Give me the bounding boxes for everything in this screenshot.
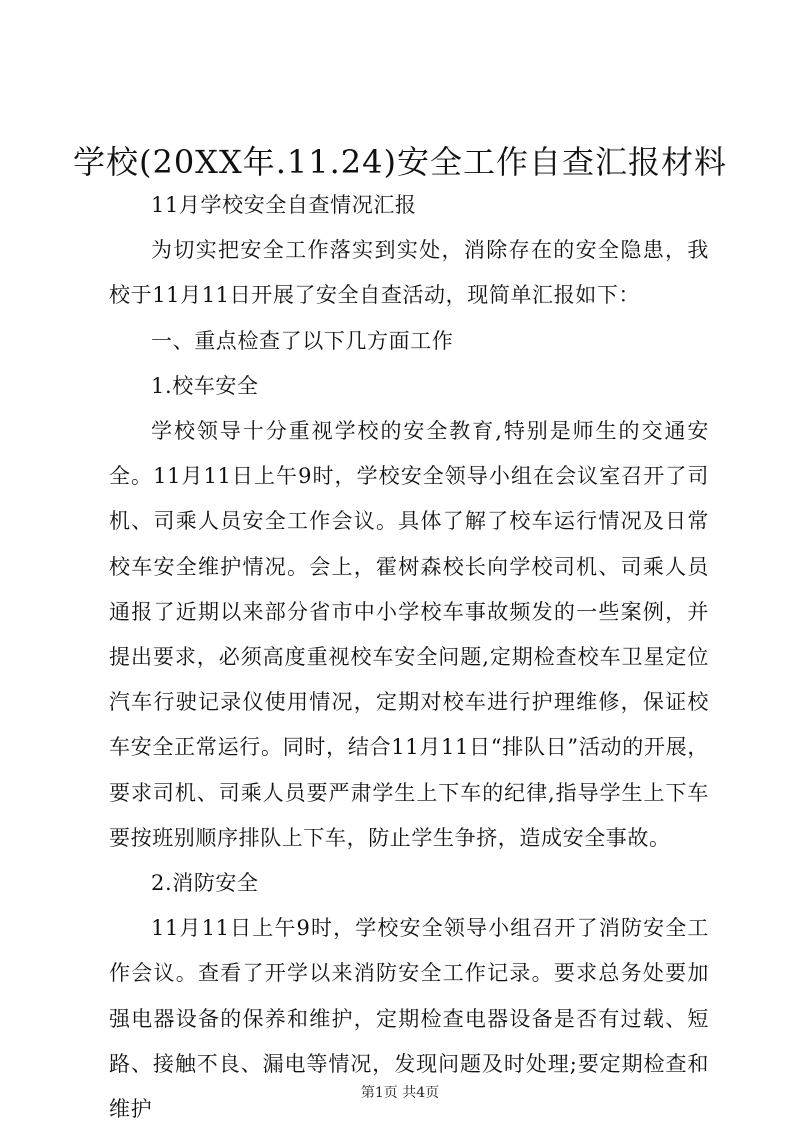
section-subtitle: 11月学校安全自查情况汇报	[151, 193, 417, 217]
document-title: 学校(20XX年.11.24)安全工作自查汇报材料	[72, 143, 728, 181]
document-body	[109, 183, 709, 1132]
page-footer: 第1页 共4页	[360, 1085, 440, 1101]
subsection-heading-fire-safety: 2.消防安全	[151, 871, 259, 896]
subsection-heading-school-bus: 1.校车安全	[151, 373, 259, 398]
section-heading: 一、重点检查了以下几方面工作	[151, 328, 454, 353]
intro-paragraph: 为切实把安全工作落实到实处，消除存在的安全隐患，我校于11月11日开展了安全自查活动，现简单汇报如下：	[109, 238, 709, 308]
fire-safety-paragraph: 11月11日上午9时，学校安全领导小组召开了消防安全工作会议。查看了开学以来消防安全工作记录。要求总务处要加强电器设备的保养和维护，定期检查电器设备是否有过载、短路、接触不良、漏电等情况，发现问题及时处理;要定期检查和维护	[109, 916, 709, 1122]
school-bus-paragraph: 学校领导十分重视学校的安全教育,特别是师生的交通安全。11月11日上午9时，学校安全领导小组在会议室召开了司机、司乘人员安全工作会议。具体了解了校车运行情况及日常校车安全维护情况。会上，霍树森校长向学校司机、司乘人员通报了近期以来部分省市中小学校车事故频发的一些案例，并提出要求，必须高度重视校车安全问题,定期检查校车卫星定位汽车行驶记录仪使用情况，定期对校车进行护理维修，保证校车安全正常运行。同时，结合11月11日“排队日”活动的开展，要求司机、司乘人员要严肃学生上下车的纪律,指导学生上下车要按班别顺序排队上下车，防止学生争挤，造成安全事故。	[109, 419, 709, 850]
